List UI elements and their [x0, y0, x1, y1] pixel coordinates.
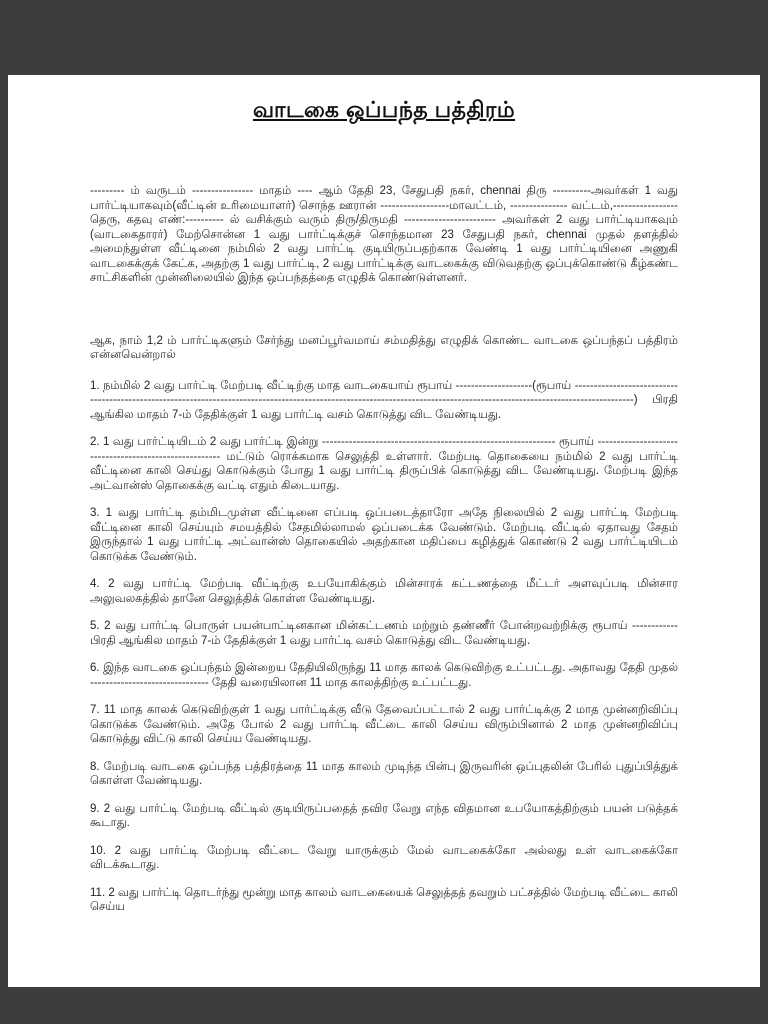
clause-1: 1. நம்மில் 2 வது பார்ட்டி மேற்படி வீட்டிற்கு மாத வாடகையாய் ரூபாய் --------------------(ரூபாய் -------------------------------------------------------------------------------------------------------------------------------------------------------------------------) பிரதி ஆங்கில மாதம் 7-ம் தேதிக்குள் 1 வது பார்ட்டி வசம் கொடுத்து விட வேண்டியது.	[90, 379, 678, 421]
document-title: வாடகை ஒப்பந்த பத்திரம்	[252, 97, 516, 122]
document-page	[8, 75, 760, 987]
clause-4: 4. 2 வது பார்ட்டி மேற்படி வீட்டிற்கு உபயோகிக்கும் மின்சாரக் கட்டணத்தை மீட்டர் அளவுப்படி மின்சார அலுவலகத்தில் தானே செலுத்திக் கொள்ள வேண்டியது.	[90, 578, 678, 605]
clause-3: 3. 1 வது பார்ட்டி தம்மிடமுள்ள வீட்டினை எப்படி ஒப்படைத்தாரோ அதே நிலையில் 2 வது பார்ட்டி மேற்படி வீட்டினை காலி செய்யும் சமயத்தில் சேதமில்லாமல் ஒப்படைக்க வேண்டும். மேற்படி வீட்டில் ஏதாவது சேதம் இருந்தால் 1 வது பார்ட்டி அட்வான்ஸ் தொகையில் அதற்கான மதிப்பை கழித்துக் கொண்டு 2 வது பார்ட்டியிடம் கொடுக்க வேண்டும்.	[90, 507, 678, 563]
clause-8: 8. மேற்படி வாடகை ஒப்பந்த பத்திரத்தை 11 மாத காலம் முடிந்த பின்பு இருவரின் ஒப்புதலின் பேரில் புதுப்பித்துக் கொள்ள வேண்டியது.	[90, 760, 678, 787]
declaration-paragraph: ஆக, நாம் 1,2 ம் பார்ட்டிகளும் சேர்ந்து மனப்பூர்வமாய் சம்மதித்து எழுதிக் கொண்ட வாடகை ஒப்பந்தப் பத்திரம் என்னவென்றால்	[90, 334, 678, 361]
clause-11: 11. 2 வது பார்ட்டி தொடர்ந்து மூன்று மாத காலம் வாடகையைக் செலுத்தத் தவறும் பட்சத்தில் மேற்படி வீட்டை காலி செய்ய	[90, 886, 678, 913]
clause-9: 9. 2 வது பார்ட்டி மேற்படி வீட்டில் குடியிருப்பதைத் தவிர வேறு எந்த விதமான உபயோகத்திற்கும் பயன் படுத்தக் கூடாது.	[90, 802, 678, 829]
clause-7: 7. 11 மாத காலக் கெடுவிற்குள் 1 வது பார்ட்டிக்கு வீடு தேவைப்பட்டால் 2 வது பார்ட்டிக்கு 2 மாத முன்னறிவிப்பு கொடுக்க வேண்டும். அதே போல் 2 வது பார்ட்டி வீட்டை காலி செய்ய விரும்பினால் 2 மாத முன்னறிவிப்பு கொடுத்து விட்டு காலி செய்ய வேண்டியது.	[90, 704, 678, 745]
preamble-paragraph: --------- ம் வருடம் ---------------- மாதம் ---- ஆம் தேதி 23, சேதுபதி நகர், chennai திரு ----------அவர்கள் 1 வது பார்ட்டியாகவும்(வீட்டின் உரிமையாளர்) சொந்த ஊரான் ------------------மாவட்டம், --------------- வட்டம்,-----------------தெரு, கதவு எண்:---------- ல் வசிக்கும் வரும் திரு/திருமதி ------------------------ அவர்கள் 2 வது பார்ட்டியாகவும் (வாடகைதாரர்) மேற்சொன்ன 1 வது பார்ட்டிக்குச் சொந்தமான 23 சேதுபதி நகர், chennai முதல் தளத்தில் அமைந்துள்ள வீட்டினை நம்மில் 2 வது பார்ட்டி குடியிருப்பதற்காக வேண்டி 1 வது பார்ட்டியினை அணுகி வாடகைக்குக் கேட்க, அதற்கு 1 வது பார்ட்டி, 2 வது பார்ட்டிக்கு வாடகைக்கு விடுவதற்கு ஒப்புக்கொண்டு கீழ்கண்ட சாட்சிகளின் முன்னிலையில் இந்த ஒப்பந்தத்தை எழுதிக் கொண்டுள்ளனர்.	[90, 185, 678, 284]
clause-6: 6. இந்த வாடகை ஒப்பந்தம் இன்றைய தேதியிலிருந்து 11 மாத காலக் கெடுவிற்கு உட்பட்டது. அதாவது தேதி முதல் ------------------------------- தேதி வரையிலான 11 மாத காலத்திற்கு உட்பட்டது.	[90, 662, 678, 689]
clause-2: 2. 1 வது பார்ட்டியிடம் 2 வது பார்ட்டி இன்று ------------------------------------------------------------- ரூபாய் ------------------------------------------------------- மட்டும் ரொக்கமாக செலுத்தி உள்ளார். மேற்படி தொகையை நம்மில் 2 வது பார்ட்டி வீட்டினை காலி செய்து கொடுக்கும் போது 1 வது பார்ட்டி திருப்பிக் கொடுத்து விட வேண்டியது. மேற்படி இந்த அட்வான்ஸ் தொகைக்கு வட்டி எதும் கிடையாது.	[90, 436, 678, 492]
clause-5: 5. 2 வது பார்ட்டி பொருள் பயன்பாட்டினகான மின்கட்டணம் மற்றும் தண்ணீர் போன்றவற்றிக்கு ரூபாய் ------------ பிரதி ஆங்கில மாதம் 7-ம் தேதிக்குள் 1 வது பார்ட்டி வசம் கொடுத்து விட வேண்டியது.	[90, 620, 678, 647]
clause-10: 10. 2 வது பார்ட்டி மேற்படி வீட்டை வேறு யாருக்கும் மேல் வாடகைக்கோ அல்லது உள் வாடகைக்கோ விடக்கூடாது.	[90, 844, 678, 871]
